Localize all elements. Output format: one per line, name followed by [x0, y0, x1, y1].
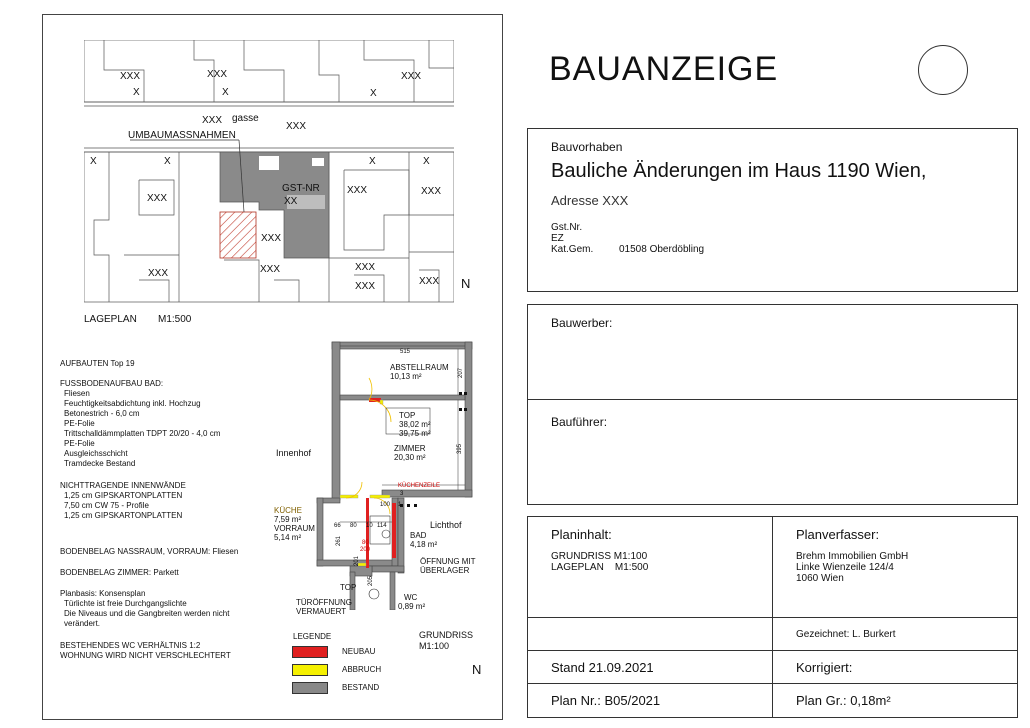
fussboden-item: Betonestrich - 6,0 cm [64, 409, 140, 418]
baufuehrer-label: Bauführer: [551, 415, 608, 429]
katgem-value: 01508 Oberdöbling [619, 244, 705, 255]
site-block-xxx-5: XXX [148, 268, 169, 279]
stand-field: Stand 21.09.2021 [551, 660, 654, 675]
project-title: Bauliche Änderungen im Haus 1190 Wien, [551, 160, 927, 182]
site-block-xxx-3: XXX [421, 186, 442, 197]
planverfasser-line-2: Linke Wienzeile 124/4 [796, 562, 894, 573]
site-plan-scale: M1:500 [158, 314, 192, 325]
dim-100: 100 [380, 502, 391, 508]
site-block-x-4: X [423, 156, 430, 167]
kueche-area: 7,59 m² [274, 515, 302, 524]
vorraum-label: VORRAUM [274, 524, 315, 533]
site-label-xxx-3: XXX [401, 71, 422, 82]
dim-66: 66 [334, 523, 341, 529]
nichttragende-title: NICHTTRAGENDE INNENWÄNDE [60, 481, 186, 490]
site-label-x-3: X [370, 88, 377, 99]
site-label-xxx-1: XXX [120, 71, 141, 82]
stamp-circle [918, 45, 968, 95]
legend-label-bestand: BESTAND [342, 683, 380, 692]
project-address: Adresse XXX [551, 193, 629, 208]
dim-80: 80 [350, 523, 357, 529]
street-xxx: XXX [286, 121, 307, 132]
fussboden-item: Tramdecke Bestand [64, 459, 136, 468]
fussboden-item: Feuchtigkeitsabdichtung inkl. Hochzug [64, 399, 201, 408]
dim-201: 201 [354, 555, 361, 567]
plan-nr-field: Plan Nr.: B05/2021 [551, 693, 661, 708]
planbasis-item: Die Niveaus und die Gangbreiten werden nicht [64, 609, 230, 618]
planbasis-item: Türlichte ist freie Durchgangslichte [64, 599, 187, 608]
fussboden-item: Ausgleichsschicht [64, 449, 128, 458]
bad-label: BAD [410, 531, 427, 540]
site-label-xxx-2: XXX [207, 69, 228, 80]
katgem-field: Kat.Gem. [551, 244, 594, 255]
planbasis-item: verändert. [64, 619, 101, 628]
dim-3: 3 [400, 491, 404, 497]
kuechenzeile-label: KÜCHENZEILE [398, 483, 441, 489]
zimmer-label: ZIMMER [394, 444, 426, 453]
page-title: BAUANZEIGE [549, 50, 779, 88]
dim-261: 261 [336, 535, 343, 547]
floorplan-north-label: N [472, 662, 482, 677]
top-entry-label: TOP [340, 583, 357, 592]
fussboden-list [64, 389, 220, 469]
nichttragende-list [64, 491, 182, 521]
planverfasser-label: Planverfasser: [796, 527, 880, 542]
gst-nr-label: GST-NR [282, 183, 320, 194]
site-block-xxx-4: XXX [261, 233, 282, 244]
bauwerber-box [527, 304, 1018, 505]
fussboden-item: Fliesen [64, 389, 90, 398]
planbasis-list [64, 599, 229, 629]
planinfo-hdivider-2 [527, 650, 1018, 651]
nichttragende-item: 1,25 cm GIPSKARTONPLATTEN [64, 511, 183, 520]
grundriss-title: GRUNDRISS [419, 630, 474, 640]
site-block-xxx-1: XXX [147, 193, 168, 204]
aufbauten-title: AUFBAUTEN Top 19 [60, 359, 135, 368]
dim-114: 114 [377, 523, 387, 529]
site-block-xxx-9: XXX [419, 276, 440, 287]
fussboden-item: PE-Folie [64, 419, 95, 428]
site-block-x-2: X [164, 156, 171, 167]
gst-xx-label: XX [284, 196, 298, 207]
planbasis-title: Planbasis: Konsensplan [60, 589, 146, 598]
planinhalt-line-1: GRUNDRISS M1:100 [551, 551, 648, 562]
site-block-xxx-6: XXX [260, 264, 281, 275]
bauwerber-divider [527, 399, 1018, 400]
dim-10: 10 [366, 523, 373, 529]
planverfasser-line-1: Brehm Immobilien GmbH [796, 551, 909, 562]
bodenbelag-zimmer: BODENBELAG ZIMMER: Parkett [60, 568, 179, 577]
dim-395: 395 [457, 443, 464, 455]
abstellraum-area: 10,13 m² [390, 372, 422, 381]
wc-note-1: BESTEHENDES WC VERHÄLTNIS 1:2 [60, 641, 201, 650]
legend-title: LEGENDE [293, 632, 332, 641]
site-block-xxx-8: XXX [355, 281, 376, 292]
legend-swatch-abbruch [292, 664, 328, 676]
legend-label-neubau: NEUBAU [342, 647, 376, 656]
planinhalt-line-2: LAGEPLAN M1:500 [551, 562, 649, 573]
innenhof-label: Innenhof [276, 448, 312, 458]
tueroeffnung-label-1: TÜRÖFFNUNG [296, 598, 352, 607]
plan-gr-field: Plan Gr.: 0,18m² [796, 693, 891, 708]
top-label: TOP [399, 411, 416, 420]
bauvorhaben-label: Bauvorhaben [551, 140, 623, 154]
wc-note-2: WOHNUNG WIRD NICHT VERSCHLECHTERT [60, 651, 231, 660]
planinfo-hdivider-1 [527, 617, 1018, 618]
korrigiert-field: Korrigiert: [796, 660, 853, 675]
wc-area: 0,89 m² [398, 602, 426, 611]
oeffnung-label-1: ÖFFNUNG MIT [420, 557, 476, 566]
bodenbelag-nass: BODENBELAG NASSRAUM, VORRAUM: Fliesen [60, 547, 239, 556]
site-block-x-1: X [90, 156, 97, 167]
fussboden-title: FUSSBODENAUFBAU BAD: [60, 379, 164, 388]
nichttragende-item: 1,25 cm GIPSKARTONPLATTEN [64, 491, 183, 500]
zimmer-area: 20,30 m² [394, 453, 426, 462]
dim-80-door: 80 [362, 540, 369, 546]
top-area-2: 39,75 m² [399, 429, 431, 438]
dim-515: 515 [400, 349, 411, 355]
site-block-x-3: X [369, 156, 376, 167]
street-prefix: XXX [202, 115, 223, 126]
vorraum-area: 5,14 m² [274, 533, 302, 542]
site-label-x-2: X [222, 87, 229, 98]
dim-207: 207 [458, 367, 465, 379]
dim-205: 205 [368, 575, 375, 587]
nichttragende-item: 7,50 cm CW 75 - Profile [64, 501, 149, 510]
planverfasser-line-3: 1060 Wien [796, 573, 844, 584]
grundriss-scale: M1:100 [419, 641, 450, 651]
street-name: gasse [232, 113, 259, 124]
site-block-xxx-7: XXX [355, 262, 376, 273]
ez-field: EZ [551, 233, 564, 244]
legend-swatch-bestand [292, 682, 328, 694]
dim-1: 1 [398, 502, 402, 508]
gezeichnet-field: Gezeichnet: L. Burkert [796, 629, 896, 640]
site-north-label: N [461, 276, 471, 291]
planinhalt-label: Planinhalt: [551, 527, 612, 542]
oeffnung-label-2: ÜBERLAGER [420, 566, 470, 575]
fussboden-item: PE-Folie [64, 439, 95, 448]
site-label-x-1: X [133, 87, 140, 98]
abstellraum-label: ABSTELLRAUM [390, 363, 449, 372]
wc-label: WC [404, 593, 418, 602]
bauwerber-label: Bauwerber: [551, 316, 613, 330]
lichthof-label: Lichthof [430, 520, 462, 530]
dim-200-door: 200 [360, 547, 371, 553]
site-plan-title: LAGEPLAN [84, 314, 137, 325]
top-area-1: 38,02 m² [399, 420, 431, 429]
gst-nr-field: Gst.Nr. [551, 222, 583, 233]
legend-swatch-neubau [292, 646, 328, 658]
kueche-label: KÜCHE [274, 506, 303, 515]
site-block-xxx-2: XXX [347, 185, 368, 196]
fussboden-item: Trittschalldämmplatten TDPT 20/20 - 4,0 cm [64, 429, 221, 438]
bad-area: 4,18 m² [410, 540, 438, 549]
legend-label-abbruch: ABBRUCH [342, 665, 382, 674]
planinfo-hdivider-3 [527, 683, 1018, 684]
umbau-label: UMBAUMASSNAHMEN [128, 130, 236, 141]
tueroeffnung-label-2: VERMAUERT [296, 607, 347, 616]
